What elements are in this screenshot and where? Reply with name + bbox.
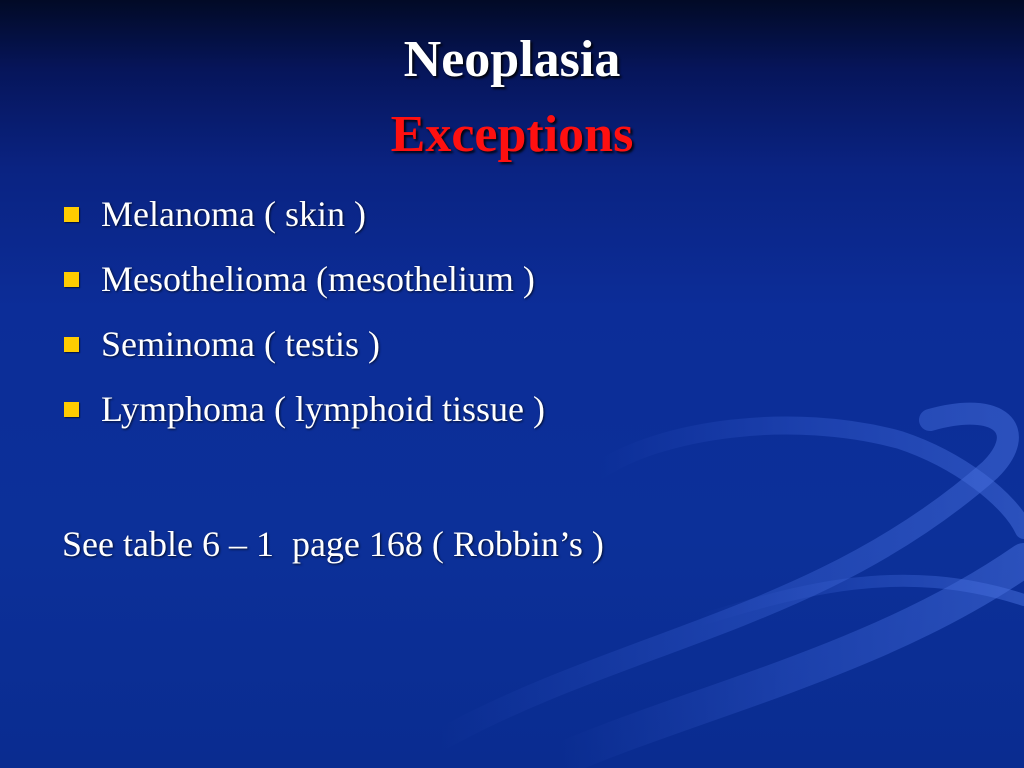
bullet-text: Lymphoma ( lymphoid tissue )	[101, 389, 545, 429]
square-bullet-icon	[64, 207, 79, 222]
slide-subtitle: Exceptions	[390, 106, 634, 163]
reference-note: See table 6 – 1 page 168 ( Robbin’s )	[62, 524, 604, 564]
bullet-text: Melanoma ( skin )	[101, 194, 366, 234]
square-bullet-icon	[64, 272, 79, 287]
bullet-text: Mesothelioma (mesothelium )	[101, 259, 535, 299]
slide-title: Neoplasia	[403, 31, 621, 88]
square-bullet-icon	[64, 337, 79, 352]
square-bullet-icon	[64, 402, 79, 417]
bullet-text: Seminoma ( testis )	[101, 324, 380, 364]
